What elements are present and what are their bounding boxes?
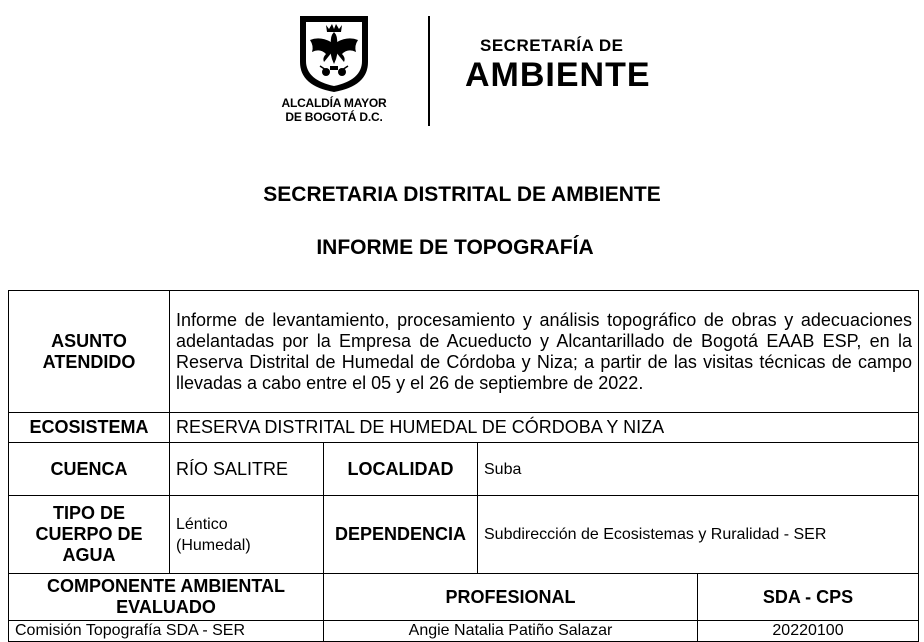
asunto-label — [9, 291, 170, 413]
document-main-title: SECRETARIA DISTRITAL DE AMBIENTE — [263, 183, 661, 206]
tipo-value-line1: Léntico — [176, 515, 228, 533]
ecosistema-label: ECOSISTEMA — [9, 413, 170, 443]
row-tipo-cuerpo-agua — [9, 496, 919, 574]
row-asunto — [9, 291, 919, 413]
dependencia-label: DEPENDENCIA — [324, 496, 478, 574]
tipo-label-line3: AGUA — [62, 545, 116, 565]
asunto-value: Informe de levantamiento, procesamiento y análisis topográfico de obras y adecuaciones adelantadas por la Empresa de Acueducto y Alcantarillado de Bogotá EAAB ESP, en la Reserva Distrital de Humedal de Córdoba y Niza; a partir de las visitas técnicas de campo llevadas a cabo entre el 05 y el 26 de septiembre de 2022. — [170, 291, 919, 413]
asunto-label-line1: ASUNTO — [51, 330, 127, 351]
row-partial — [9, 621, 919, 642]
bogota-coat-of-arms-icon — [296, 14, 372, 94]
tipo-value-line2: (Humedal) — [176, 536, 251, 554]
document-subtitle: INFORME DE TOPOGRAFÍA — [316, 236, 594, 259]
alcaldia-logo — [268, 14, 400, 130]
tipo-label-line2: CUERPO DE — [35, 524, 143, 544]
report-info-table — [8, 290, 919, 642]
cuenca-value: RÍO SALITRE — [170, 443, 324, 496]
secretaria-de-text: SECRETARÍA DE — [480, 36, 624, 55]
alcaldia-line1: ALCALDÍA MAYOR — [281, 96, 387, 110]
cuenca-label: CUENCA — [9, 443, 170, 496]
alcaldia-line2: DE BOGOTÁ D.C. — [285, 110, 383, 124]
row-ecosistema — [9, 413, 919, 443]
row-cuenca — [9, 443, 919, 496]
componente-label-line2: EVALUADO — [116, 597, 216, 617]
tipo-cuerpo-agua-value — [170, 496, 324, 574]
profesional-label: PROFESIONAL — [324, 574, 698, 621]
ambiente-text: AMBIENTE — [465, 56, 651, 94]
asunto-label-line2: ATENDIDO — [42, 351, 136, 372]
ecosistema-value: RESERVA DISTRITAL DE HUMEDAL DE CÓRDOBA Y NIZA — [170, 413, 919, 443]
logo-divider — [428, 16, 430, 126]
partial-sda-cps-value: 20220100 — [698, 621, 919, 642]
dependencia-value: Subdirección de Ecosistemas y Ruralidad - SER — [478, 496, 919, 574]
partial-profesional-value: Angie Natalia Patiño Salazar — [324, 621, 698, 642]
alcaldia-text — [268, 96, 400, 124]
localidad-label: LOCALIDAD — [324, 443, 478, 496]
localidad-value: Suba — [478, 443, 919, 496]
tipo-label-line1: TIPO DE — [52, 503, 125, 523]
componente-label-line1: COMPONENTE AMBIENTAL — [47, 576, 285, 596]
partial-componente-value: Comisión Topografía SDA - SER — [9, 621, 324, 642]
sda-cps-label: SDA - CPS — [698, 574, 919, 621]
componente-ambiental-label — [9, 574, 324, 621]
tipo-cuerpo-agua-label — [9, 496, 170, 574]
row-componente-header — [9, 574, 919, 621]
